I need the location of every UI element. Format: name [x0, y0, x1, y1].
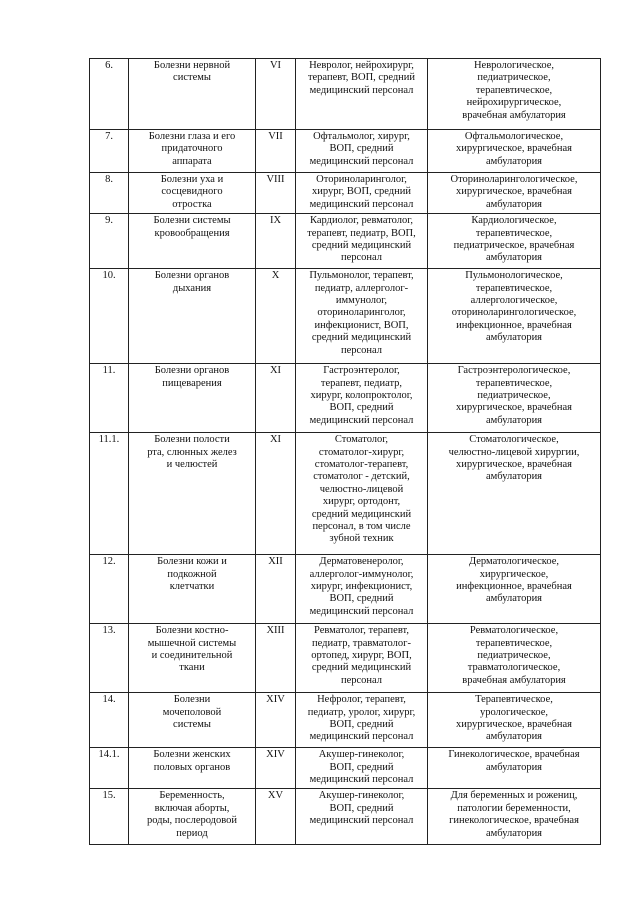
specialists: Нефролог, терапевт, педиатр, уролог, хирург, ВОП, средний медицинский персонал [296, 693, 428, 748]
department-profile: Пульмонологическое, терапевтическое, аллергологическое, оториноларингологическое, инфекционное, врачебная амбулатория [428, 269, 601, 364]
specialists: Дерматовенеролог, аллерголог-иммунолог, хирург, инфекционист, ВОП, средний медицинский персонал [296, 555, 428, 624]
row-number: 15. [90, 789, 129, 845]
department-profile: Терапевтическое, урологическое, хирургическое, врачебная амбулатория [428, 693, 601, 748]
disease-class: Болезни кожи и подкожной клетчатки [129, 555, 256, 624]
disease-class: Болезни мочеполовой системы [129, 693, 256, 748]
icd-code: VIII [256, 173, 296, 214]
icd-code: XIV [256, 748, 296, 789]
row-number: 14.1. [90, 748, 129, 789]
specialists: Оториноларинголог, хирург, ВОП, средний медицинский персонал [296, 173, 428, 214]
table-row [90, 748, 601, 789]
table-row [90, 173, 601, 214]
table-row [90, 130, 601, 173]
row-number: 10. [90, 269, 129, 364]
disease-class: Болезни глаза и его придаточного аппарата [129, 130, 256, 173]
department-profile: Для беременных и рожениц, патологии беременности, гинекологическое, врачебная амбулатория [428, 789, 601, 845]
icd-code: XI [256, 364, 296, 433]
department-profile: Дерматологическое, хирургическое, инфекционное, врачебная амбулатория [428, 555, 601, 624]
table-row [90, 555, 601, 624]
row-number: 11.1. [90, 433, 129, 555]
disease-profile-table [89, 58, 601, 845]
specialists: Кардиолог, ревматолог, терапевт, педиатр, ВОП, средний медицинский персонал [296, 214, 428, 269]
department-profile: Оториноларингологическое, хирургическое, врачебная амбулатория [428, 173, 601, 214]
disease-class: Болезни системы кровообращения [129, 214, 256, 269]
disease-class: Болезни органов дыхания [129, 269, 256, 364]
department-profile: Ревматологическое, терапевтическое, педиатрическое, травматологическое, врачебная амбулатория [428, 624, 601, 693]
department-profile: Неврологическое, педиатрическое, терапевтическое, нейрохирургическое, врачебная амбулатория [428, 59, 601, 130]
row-number: 11. [90, 364, 129, 433]
table-body [90, 59, 601, 845]
specialists: Гастроэнтеролог, терапевт, педиатр, хирург, колопроктолог, ВОП, средний медицинский персонал [296, 364, 428, 433]
table-row [90, 433, 601, 555]
disease-class: Болезни нервной системы [129, 59, 256, 130]
specialists: Офтальмолог, хирург, ВОП, средний медицинский персонал [296, 130, 428, 173]
specialists: Ревматолог, терапевт, педиатр, травматолог- ортопед, хирург, ВОП, средний медицинский персонал [296, 624, 428, 693]
table-row [90, 59, 601, 130]
disease-class: Беременность, включая аборты, роды, послеродовой период [129, 789, 256, 845]
icd-code: XIII [256, 624, 296, 693]
department-profile: Гастроэнтерологическое, терапевтическое, педиатрическое, хирургическое, врачебная амбулатория [428, 364, 601, 433]
table-row [90, 693, 601, 748]
icd-code: XI [256, 433, 296, 555]
row-number: 12. [90, 555, 129, 624]
specialists: Стоматолог, стоматолог-хирург, стоматолог-терапевт, стоматолог - детский, челюстно-лицевой хирург, ортодонт, средний медицинский персонал, в том числе зубной техник [296, 433, 428, 555]
row-number: 7. [90, 130, 129, 173]
specialists: Акушер-гинеколог, ВОП, средний медицинский персонал [296, 748, 428, 789]
disease-class: Болезни женских половых органов [129, 748, 256, 789]
department-profile: Стоматологическое, челюстно-лицевой хирургии, хирургическое, врачебная амбулатория [428, 433, 601, 555]
icd-code: VI [256, 59, 296, 130]
icd-code: XII [256, 555, 296, 624]
specialists: Невролог, нейрохирург, терапевт, ВОП, средний медицинский персонал [296, 59, 428, 130]
department-profile: Кардиологическое, терапевтическое, педиатрическое, врачебная амбулатория [428, 214, 601, 269]
disease-class: Болезни уха и сосцевидного отростка [129, 173, 256, 214]
table-row [90, 269, 601, 364]
icd-code: VII [256, 130, 296, 173]
disease-class: Болезни костно- мышечной системы и соединительной ткани [129, 624, 256, 693]
icd-code: XV [256, 789, 296, 845]
row-number: 13. [90, 624, 129, 693]
row-number: 6. [90, 59, 129, 130]
row-number: 9. [90, 214, 129, 269]
disease-class: Болезни полости рта, слюнных желез и челюстей [129, 433, 256, 555]
table-row [90, 789, 601, 845]
table-row [90, 364, 601, 433]
icd-code: IX [256, 214, 296, 269]
specialists: Акушер-гинеколог, ВОП, средний медицинский персонал [296, 789, 428, 845]
table-row [90, 624, 601, 693]
disease-class: Болезни органов пищеварения [129, 364, 256, 433]
department-profile: Гинекологическое, врачебная амбулатория [428, 748, 601, 789]
icd-code: XIV [256, 693, 296, 748]
icd-code: X [256, 269, 296, 364]
specialists: Пульмонолог, терапевт, педиатр, аллерголог- иммунолог, оториноларинголог, инфекционист, ВОП, средний медицинский персонал [296, 269, 428, 364]
table-row [90, 214, 601, 269]
row-number: 8. [90, 173, 129, 214]
department-profile: Офтальмологическое, хирургическое, врачебная амбулатория [428, 130, 601, 173]
row-number: 14. [90, 693, 129, 748]
